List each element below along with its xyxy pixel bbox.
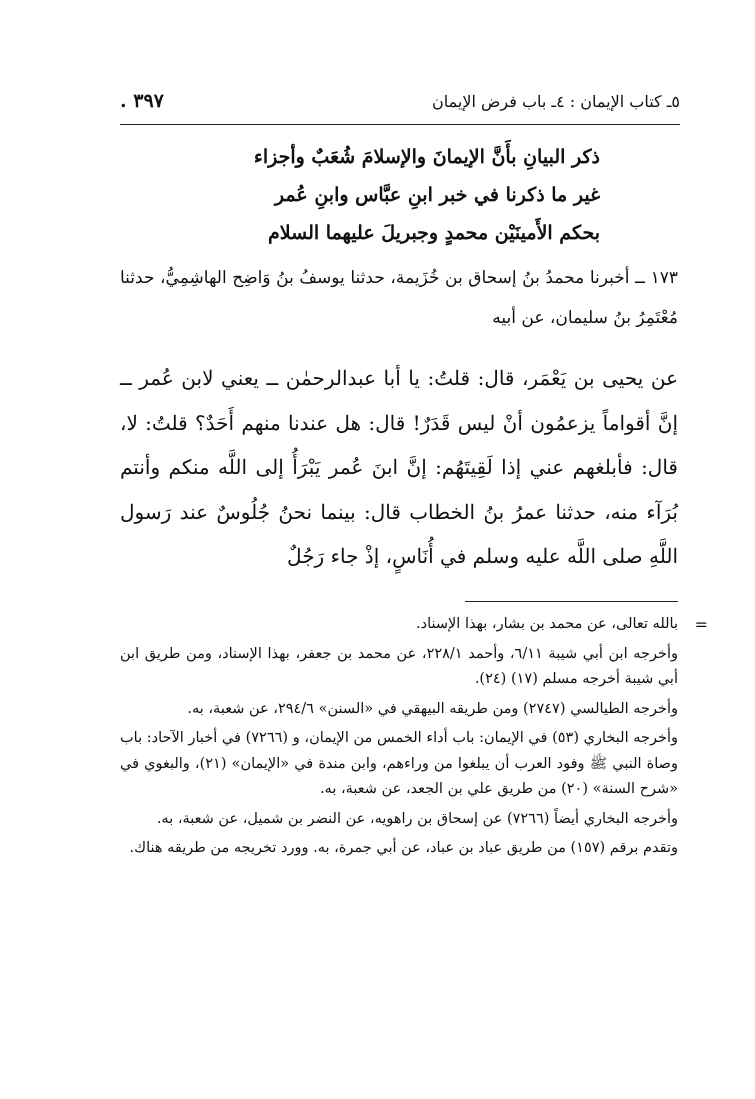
page-header (120, 86, 680, 116)
heading-line-1: ذكر البيانِ بأَنَّ الإيمانَ والإسلامَ شُعَبٌ وأجزاء (253, 146, 600, 168)
footnote-divider (465, 601, 678, 602)
header-divider (120, 124, 680, 125)
hadith-text: عن يحيى بن يَعْمَر، قال: قلتُ: يا أبا عبدالرحمٰن ــ يعني لابن عُمر ــ إنَّ أقواماً يزعمُون أنْ ليس قَدَرٌ! قال: هل عندنا منهم أَحَدٌ؟ قلتُ: لا، قال: فأبلغهم عني إذا لَقِيتَهُم: إنَّ ابنَ عُمر يَبْرَأُ إلى اللَّه منكم وأنتم بُرَآء منه، حدثنا عمرُ بنُ الخطاب قال: بينما نحنُ جُلُوسٌ عند رَسول اللَّهِ صلى اللَّه عليه وسلم في أُنَاسٍ، إذْ جاء رَجُلٌ (120, 366, 678, 568)
footnote-item: وأخرجه البخاري (٥٣) في الإيمان: باب أداء الخمس من الإيمان، و (٧٢٦٦) في أخبار الآحاد: باب وصاة النبي ﷺ وفود العرب أن يبلغوا من وراءهم، وابن مندة في «الإيمان» (٢١)، والبغوي في «شرح السنة» (٢٠) من طريق علي بن الجعد، عن شعبة، به. (120, 730, 678, 797)
footnote-item: بالله تعالى، عن محمد بن بشار، بهذا الإسناد. (416, 616, 678, 632)
footnote-item: وأخرجه ابن أبي شيبة ٦/١١، وأحمد ٢٢٨/١، عن محمد بن جعفر، بهذا الإسناد، ومن طريق ابن أبي شيبة أخرجه مسلم (١٧) (٢٤). (120, 645, 678, 687)
footnote-item: وأخرجه الطيالسي (٢٧٤٧) ومن طريقه البيهقي في «السنن» ٢٩٤/٦، عن شعبة، به. (187, 700, 678, 717)
running-title: ٥ـ كتاب الإيمان : ٤ـ باب فرض الإيمان (432, 91, 680, 111)
footnote-continuation-mark: = (694, 615, 708, 634)
heading-line-2: غير ما ذكرنا في خبر ابنِ عبَّاس وابنِ عُمر (274, 184, 600, 206)
hadith-isnad: ١٧٣ ــ أخبرنا محمدُ بنُ إسحاق بن خُزَيمة، حدثنا يوسفُ بنُ وَاضِح الهاشِمِيُّ، حدثنا مُعْتَمِرُ بنُ سليمان، عن أبيه (120, 268, 678, 328)
footnote-item: وتقدم برقم (١٥٧) من طريق عباد بن عباد، عن أبي جمرة، به. وورد تخريجه من طريقه هناك. (129, 840, 678, 856)
heading-line-3: بحكم الأَمينَيْن محمدٍ وجبريلَ عليهما السلام (268, 222, 600, 244)
footnotes (120, 612, 708, 866)
chapter-heading (200, 138, 600, 252)
footnote-item: وأخرجه البخاري أيضاً (٧٢٦٦) عن إسحاق بن راهويه، عن النضر بن شميل، عن شعبة، به. (156, 810, 678, 827)
page-number: ٣٩٧ . (120, 90, 164, 112)
